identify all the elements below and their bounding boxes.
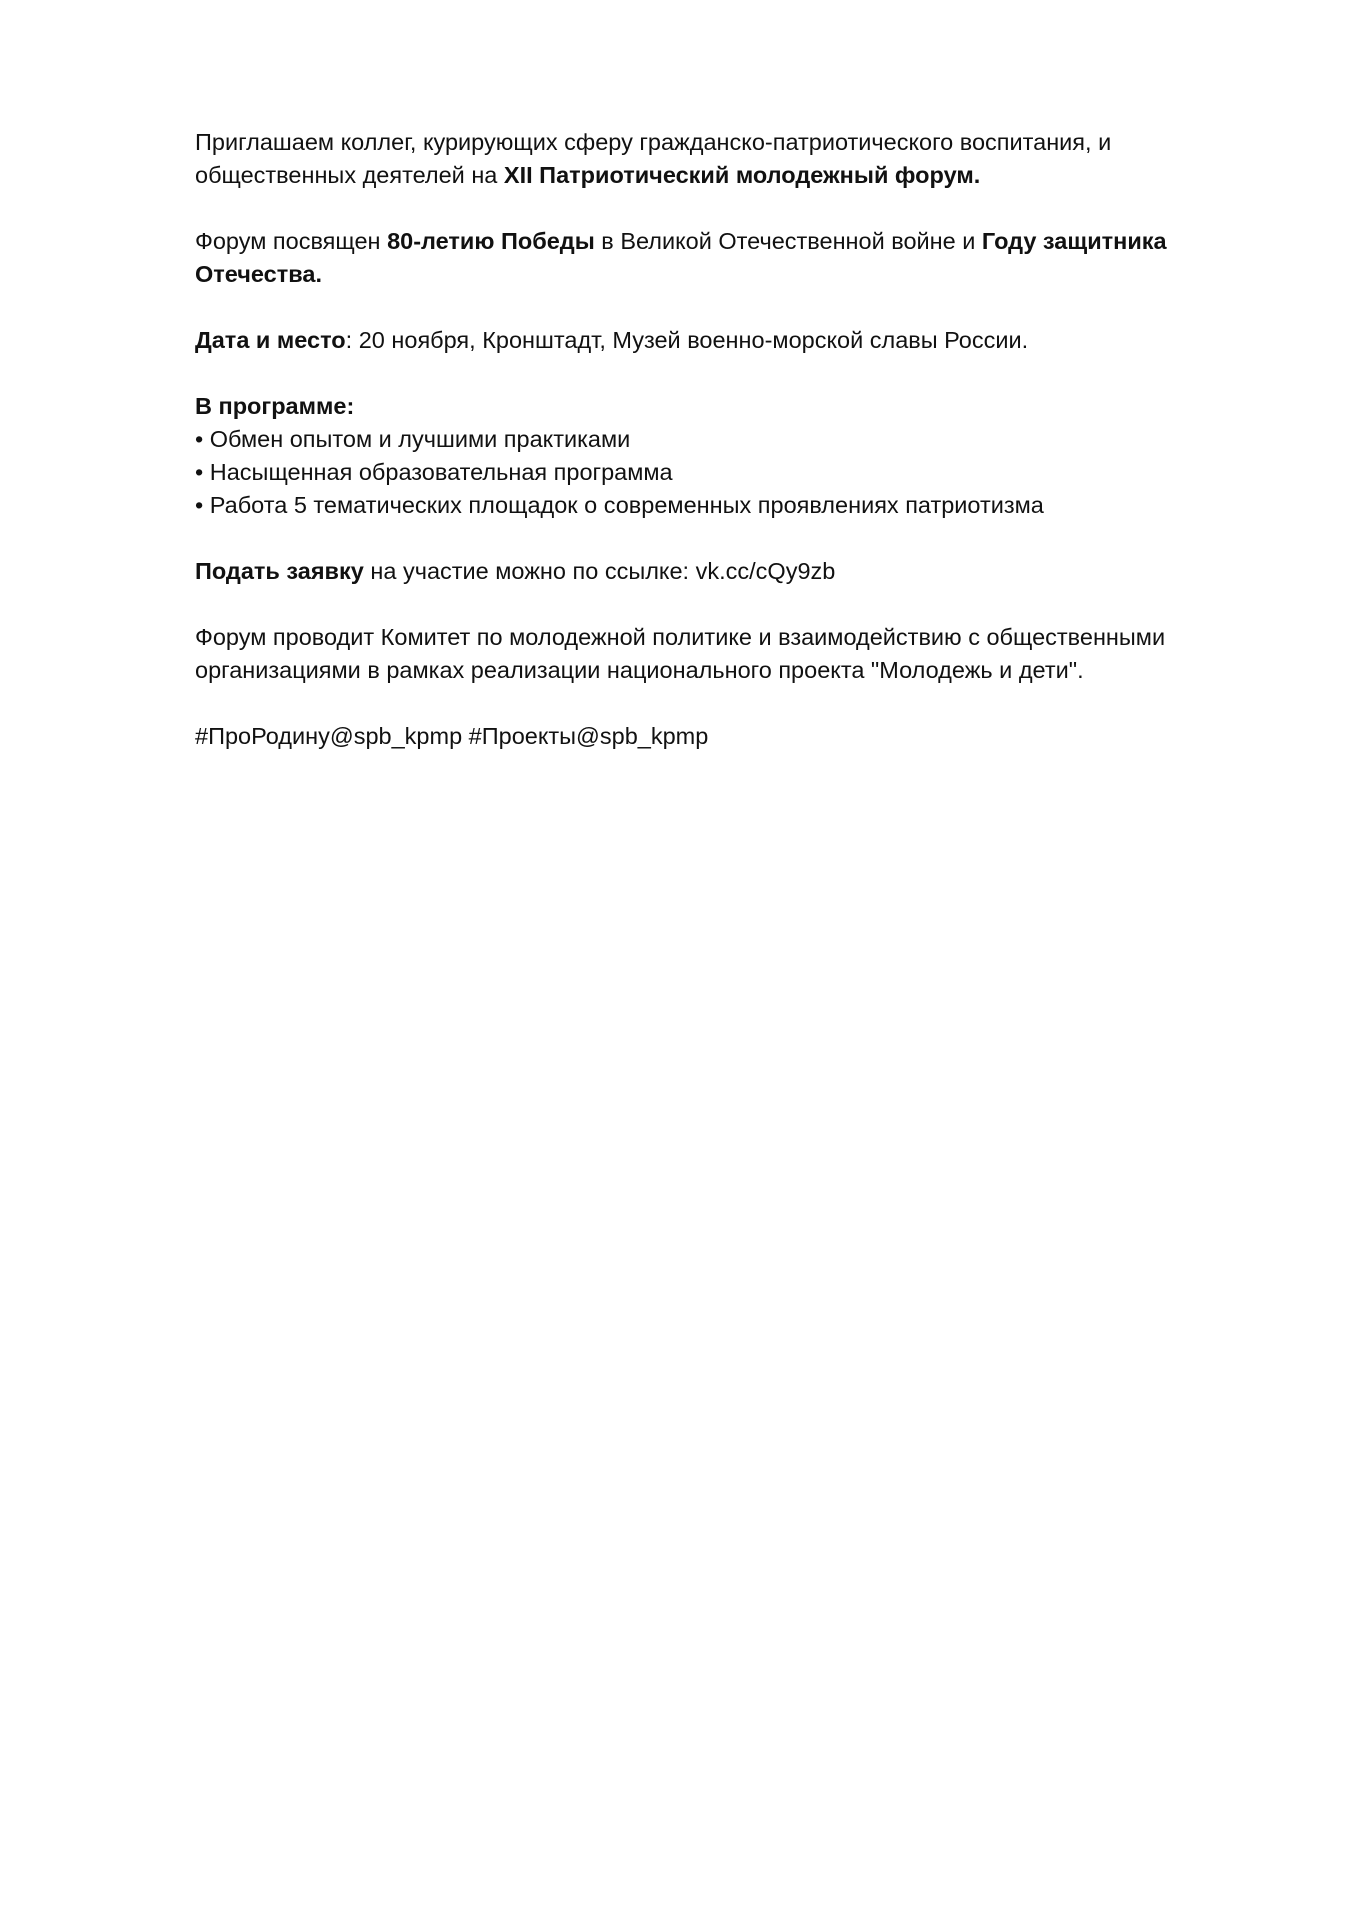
document-body <box>195 126 1275 786</box>
defender-year: Году защитника Отечества. <box>195 228 1167 287</box>
apply-label: Подать заявку <box>195 558 364 584</box>
hashtags: #ПроРодину@spb_kpmp #Проекты@spb_kpmp <box>195 723 709 749</box>
organizer-paragraph: Форум проводит Комитет по молодежной политике и взаимодействию с общественными организациями в рамках реализации национального проекта "Молодежь и дети". <box>195 624 1166 683</box>
list-item: • Насыщенная образовательная программа <box>195 459 673 485</box>
date-place-label: Дата и место <box>195 327 346 353</box>
intro-paragraph <box>195 126 1275 192</box>
program-heading <box>195 390 1275 423</box>
dedication-paragraph <box>195 225 1275 291</box>
date-place-value: : 20 ноября, Кронштадт, Музей военно-морской славы России. <box>345 327 1029 353</box>
program-heading-text: В программе: <box>195 393 355 419</box>
apply-link[interactable]: vk.cc/cQy9zb <box>695 558 836 584</box>
list-item: • Обмен опытом и лучшими практиками <box>195 426 631 452</box>
program-list <box>195 423 1275 522</box>
dedication-text-1: Форум посвящен <box>195 228 388 254</box>
date-place-paragraph <box>195 324 1275 357</box>
dedication-text-2: в Великой Отечественной войне и <box>594 228 982 254</box>
intro-text: Приглашаем коллег, курирующих сферу гражданско-патриотического воспитания, и общественных деятелей на <box>195 129 1112 188</box>
forum-name: XII Патриотический молодежный форум. <box>503 162 981 188</box>
list-item: • Работа 5 тематических площадок о современных проявлениях патриотизма <box>195 492 1044 518</box>
victory-anniversary: 80-летию Победы <box>387 228 595 254</box>
apply-text: на участие можно по ссылке: <box>363 558 696 584</box>
application-paragraph <box>195 555 1275 588</box>
